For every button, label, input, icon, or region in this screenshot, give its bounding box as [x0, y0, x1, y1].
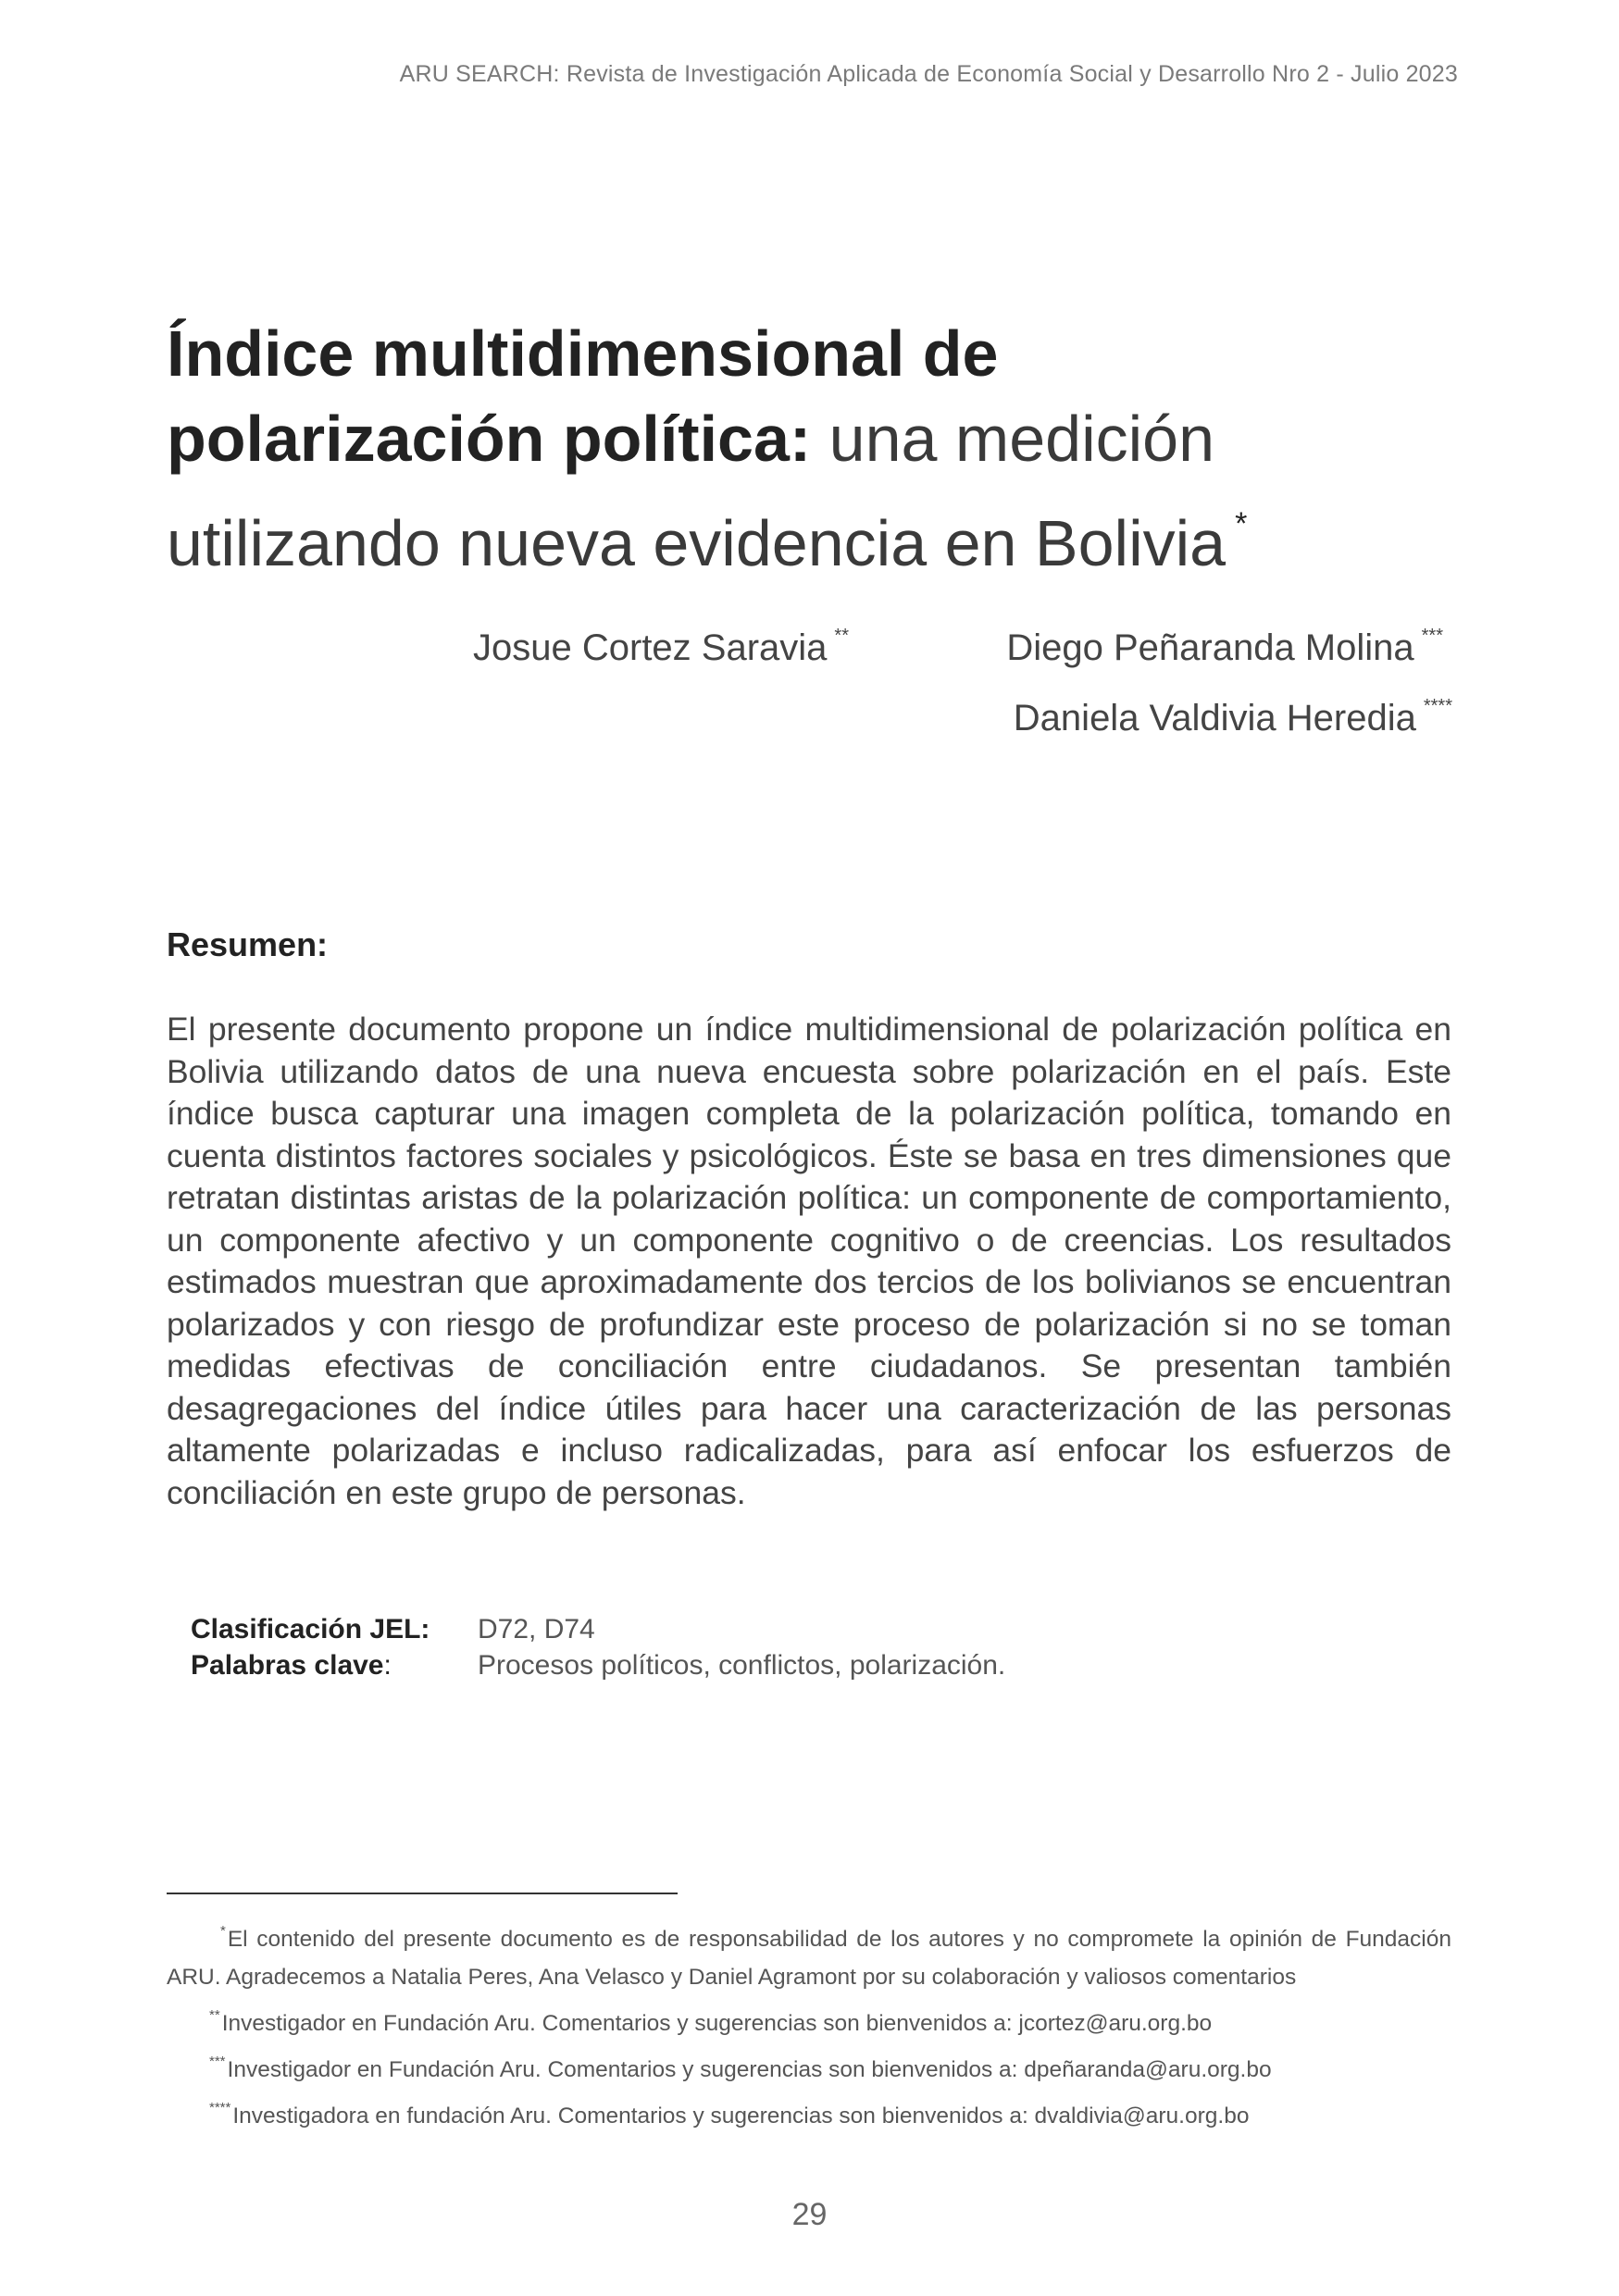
author-footnote-mark: ** [834, 626, 849, 646]
footnote-text: Investigadora en fundación Aru. Comentarios y sugerencias son bienvenidos a: dvaldivia@aru.org.bo [232, 2104, 1250, 2128]
footnotes [167, 1912, 1451, 2135]
footnote-mark: * [220, 1923, 226, 1939]
paper-title [167, 311, 1463, 586]
footnote-text: Investigador en Fundación Aru. Comentarios y sugerencias son bienvenidos a: jcortez@aru.org.bo [221, 2011, 1213, 2036]
title-light-part1: una medición [811, 403, 1215, 475]
page-number: 29 [791, 2197, 828, 2232]
title-bold-line1: Índice multidimensional de [167, 317, 999, 390]
keywords [191, 1650, 1005, 1682]
footnote-1 [167, 1912, 1451, 1996]
author-name: Diego Peñaranda Molina [1006, 627, 1414, 668]
footnote-3 [167, 2042, 1451, 2089]
footnote-divider [167, 1893, 678, 1894]
abstract-heading: Resumen: [167, 925, 329, 963]
abstract-body: El presente documento propone un índice multidimensional de polarización política en Bolivia utilizando datos de una nueva encuesta sobre polarización en el país. Este índice busca capturar una imagen completa de la polarización política, tomando en cuenta distintos factores sociales y psicológicos. Éste se basa en tres dimensiones que retratan distintas aristas de la polarización política: un componente de comportamiento, un componente afectivo y un componente cognitivo o de creencias. Los resultados estimados muestran que aproximadamente dos tercios de los bolivianos se encuentran polarizados y con riesgo de profundizar este proceso de polarización si no se toman medidas efectivas de conciliación entre ciudadanos. Se presentan también desagregaciones del índice útiles para hacer una caracterización de las personas altamente polarizadas e incluso radicalizadas, para así enfocar los esfuerzos de conciliación en este grupo de personas. [167, 1011, 1451, 1511]
footnote-mark: ** [209, 2007, 220, 2023]
jel-label: Clasificación JEL: [191, 1614, 430, 1644]
footnote-mark: *** [209, 2054, 226, 2069]
author-footnote-mark: *** [1421, 626, 1443, 646]
keywords-label: Palabras clave [191, 1650, 384, 1681]
title-bold-line2: polarización política: [167, 403, 812, 475]
title-light-part2: utilizando nueva evidencia en Bolivia [167, 507, 1227, 579]
footnote-4 [167, 2089, 1451, 2135]
footnote-text: Investigador en Fundación Aru. Comentarios y sugerencias son bienvenidos a: dpeñaranda@aru.org.bo [227, 2057, 1272, 2082]
author-2 [1006, 626, 1443, 669]
title-footnote-mark: * [1235, 506, 1248, 541]
author-name: Daniela Valdivia Heredia [1013, 698, 1416, 738]
author-footnote-mark: **** [1423, 696, 1452, 716]
author-1 [473, 626, 849, 669]
keywords-value: Procesos políticos, conflictos, polarización. [478, 1650, 1006, 1681]
footnote-mark: **** [209, 2100, 231, 2116]
jel-value: D72, D74 [478, 1614, 595, 1644]
footnote-text: El contenido del presente documento es de responsabilidad de los autores y no compromete la opinión de Fundación ARU. Agradecemos a Natalia Peres, Ana Velasco y Daniel Agramont por su colaboración y valiosos comentarios [167, 1927, 1451, 1990]
author-name: Josue Cortez Saravia [473, 627, 828, 668]
footnote-2 [167, 1996, 1451, 2042]
running-header: ARU SEARCH: Revista de Investigación Aplicada de Economía Social y Desarrollo Nro 2 - Julio 2023 [399, 61, 1458, 87]
keywords-colon: : [383, 1650, 392, 1681]
author-3 [1014, 696, 1452, 739]
jel-classification [191, 1614, 595, 1645]
